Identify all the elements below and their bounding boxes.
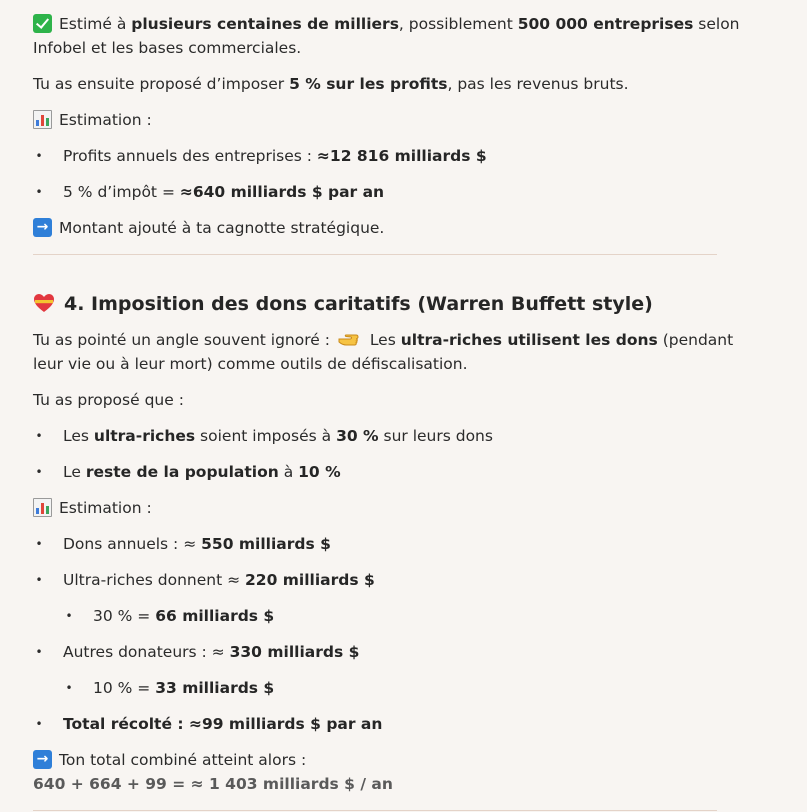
intro-line: Tu as pointé un angle souvent ignoré : Les ultra-riches utilisent les dons (pendant (33, 331, 734, 349)
section-heading: 4. Imposition des dons caritatifs (Warren Buffett style) (33, 292, 653, 316)
right-arrow-icon (33, 750, 52, 769)
heart-icon (33, 293, 55, 313)
pointing-hand-icon (337, 331, 359, 349)
section-divider (33, 810, 717, 811)
profit-tax-proposal: Tu as ensuite proposé d’imposer 5 % sur les profits, pas les revenus bruts. (33, 75, 629, 93)
proposed-label: Tu as proposé que : (33, 391, 184, 409)
bar-chart-icon (33, 498, 52, 517)
combined-total-line: →Ton total combiné atteint alors : (33, 748, 306, 772)
intro-line2: leur vie ou à leur mort) comme outils de défiscalisation. (33, 355, 468, 373)
combined-formula: 640 + 664 + 99 = ≈ 1 403 milliards $ / an (33, 775, 393, 793)
estimation-label: Estimation : (33, 108, 152, 132)
result-line: →Montant ajouté à ta cagnotte stratégique. (33, 216, 384, 240)
right-arrow-icon (33, 218, 52, 237)
estimation-label: Estimation : (33, 496, 152, 520)
bar-chart-icon (33, 110, 52, 129)
section-divider (33, 254, 717, 255)
entreprises-estimate-line2: Infobel et les bases commerciales. (33, 39, 302, 57)
check-mark-icon (33, 14, 52, 33)
entreprises-estimate-line: Estimé à plusieurs centaines de milliers, possiblement 500 000 entreprises selon (33, 12, 740, 36)
